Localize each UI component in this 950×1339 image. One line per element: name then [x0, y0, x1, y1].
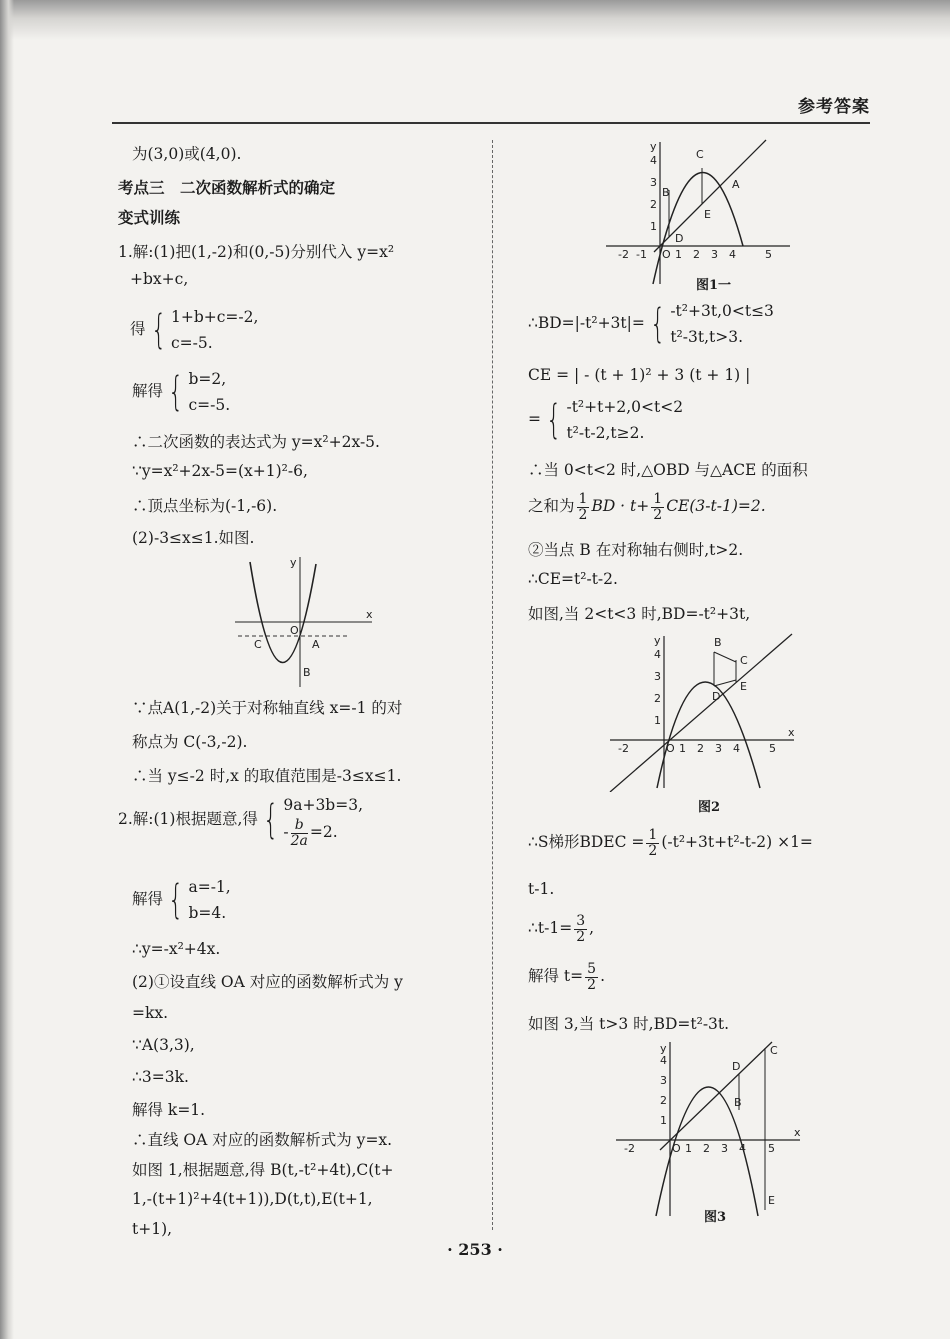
- origin-label: O: [290, 624, 299, 637]
- text-line: ∵A(3,3),: [132, 1036, 195, 1054]
- equation: t²-3t,t>3.: [670, 328, 744, 346]
- fraction-denominator: 2: [648, 842, 658, 859]
- text-span: 解得: [132, 382, 164, 400]
- text-line: t-1.: [528, 880, 555, 898]
- equation-system: [528, 394, 683, 446]
- tick-label: 4: [739, 1142, 746, 1155]
- figure-2-caption: 图2: [698, 800, 721, 815]
- fraction-numerator: b: [291, 818, 308, 834]
- tick-label: 4: [650, 154, 657, 167]
- text-line: ∴3=3k.: [132, 1068, 189, 1086]
- point-label-E: E: [768, 1194, 775, 1207]
- tick-label: 1: [675, 248, 682, 261]
- tick-label: 5: [769, 742, 776, 755]
- origin-label: O: [672, 1142, 681, 1155]
- tick-label: 1: [660, 1114, 667, 1127]
- axis-label-x: x: [794, 1126, 801, 1139]
- tick-label: 2: [703, 1142, 710, 1155]
- figure-1: [598, 138, 798, 288]
- text-line: =kx.: [132, 1004, 169, 1022]
- point-label-E: E: [704, 208, 711, 221]
- point-label-C: C: [254, 638, 262, 651]
- fraction: [585, 962, 598, 992]
- text-line: 解得 k=1.: [132, 1101, 206, 1119]
- equation: 1+b+c=-2,: [170, 308, 259, 326]
- point-label-A: A: [312, 638, 320, 651]
- text-line: 称点为 C(-3,-2).: [132, 733, 248, 751]
- tick-label: 2: [697, 742, 704, 755]
- text-line: 如图 3,当 t>3 时,BD=t²-3t.: [528, 1015, 730, 1033]
- point-label-B: B: [662, 186, 670, 199]
- equation: -t²+t+2,0<t<2: [566, 398, 684, 416]
- point-label-C: C: [696, 148, 704, 161]
- tick-label: -2: [624, 1142, 635, 1155]
- text-line: ∴当 0<t<2 时,△OBD 与△ACE 的面积: [528, 461, 808, 479]
- equation-system: [528, 298, 774, 350]
- text-span: (-t²+3t+t²-t-2) ×1=: [661, 833, 813, 852]
- tick-label: 4: [654, 648, 661, 661]
- text-line: [528, 962, 605, 992]
- tick-label: 1: [685, 1142, 692, 1155]
- tick-label: 3: [654, 670, 661, 683]
- text-span: =2.: [309, 823, 338, 842]
- tick-label: 3: [660, 1074, 667, 1087]
- subsection-title: 变式训练: [118, 208, 181, 227]
- axis-label-x: x: [366, 608, 373, 621]
- text-line: 为(3,0)或(4,0).: [132, 145, 242, 163]
- origin-label: O: [662, 248, 671, 261]
- fraction-denominator: 2: [653, 506, 663, 523]
- text-span: ∴S梯形BDEC =: [528, 833, 645, 852]
- origin-label: O: [666, 742, 675, 755]
- left-parabola-figure: [230, 552, 380, 692]
- fraction-numerator: 1: [648, 827, 658, 843]
- equation: a=-1,: [188, 878, 231, 896]
- text-line: +bx+c,: [130, 270, 189, 288]
- tick-label: -2: [618, 742, 629, 755]
- text-line: ∴y=-x²+4x.: [132, 940, 221, 958]
- text-line: ∴顶点坐标为(-1,-6).: [132, 497, 278, 515]
- brace-glyph: {: [649, 301, 666, 347]
- fraction-numerator: 1: [578, 491, 588, 507]
- point-label-E: E: [740, 680, 747, 693]
- tick-label: 2: [650, 198, 657, 211]
- text-line: ∴CE=t²-t-2.: [528, 570, 618, 588]
- text-span: ∴t-1=: [528, 919, 573, 938]
- point-label-D: D: [675, 232, 684, 245]
- point-label-B: B: [734, 1096, 742, 1109]
- text-line: ∴当 y≤-2 时,x 的取值范围是-3≤x≤1.: [132, 767, 402, 785]
- text-line: ∵点A(1,-2)关于对称轴直线 x=-1 的对: [132, 699, 403, 717]
- tick-label: 1: [654, 714, 661, 727]
- fraction-denominator: 2: [576, 928, 586, 945]
- equation: c=-5.: [170, 334, 213, 352]
- tick-label: 2: [693, 248, 700, 261]
- point-label-D: D: [732, 1060, 741, 1073]
- figure-3: [608, 1040, 808, 1220]
- point-label-B: B: [303, 666, 311, 679]
- section-title: 考点三 二次函数解析式的确定: [118, 178, 336, 197]
- brace-glyph: {: [150, 307, 166, 353]
- text-span: -: [283, 823, 289, 842]
- tick-label: 4: [660, 1054, 667, 1067]
- header-rule: [112, 122, 870, 124]
- brace-glyph: {: [262, 797, 279, 844]
- point-label-C: C: [770, 1044, 778, 1057]
- text-span: ∴BD=|-t²+3t|=: [528, 314, 645, 332]
- fraction-numerator: 5: [587, 961, 597, 977]
- point-label-D: D: [712, 690, 721, 703]
- fraction: [291, 818, 308, 848]
- tick-label: -2: [618, 248, 629, 261]
- tick-label: 5: [768, 1142, 775, 1155]
- text-line: [528, 492, 766, 522]
- fraction-denominator: 2a: [290, 832, 308, 849]
- figure-3-caption: 图3: [704, 1210, 727, 1225]
- tick-label: 1: [650, 220, 657, 233]
- tick-label: 3: [715, 742, 722, 755]
- text-line: ∴二次函数的表达式为 y=x²+2x-5.: [132, 433, 380, 451]
- axis-label-y: y: [660, 1042, 667, 1055]
- equation-system: [132, 874, 231, 926]
- text-line: ∴直线 OA 对应的函数解析式为 y=x.: [132, 1131, 393, 1149]
- scan-shadow-top: [0, 0, 950, 40]
- scan-shadow-left: [0, 0, 14, 1339]
- line-OA: [610, 634, 792, 792]
- tick-label: 3: [721, 1142, 728, 1155]
- fraction-numerator: 1: [653, 491, 663, 507]
- brace-glyph: {: [168, 369, 184, 415]
- point-label-C: C: [740, 654, 748, 667]
- text-line: t+1),: [132, 1220, 173, 1238]
- text-line: 如图 1,根据题意,得 B(t,-t²+4t),C(t+: [132, 1161, 394, 1179]
- fraction: [574, 914, 587, 944]
- figure-1-caption: 图1一: [696, 278, 732, 293]
- fraction: [577, 492, 590, 522]
- text-span: .: [600, 967, 606, 986]
- segment-BC: [714, 652, 736, 662]
- text-line: 1.解:(1)把(1,-2)和(0,-5)分别代入 y=x²: [118, 243, 395, 261]
- tick-label: -1: [636, 248, 647, 261]
- text-line: (2)①设直线 OA 对应的函数解析式为 y: [132, 973, 403, 991]
- fraction-numerator: 3: [576, 913, 586, 929]
- tick-label: 4: [733, 742, 740, 755]
- equation: -t²+3t,0<t≤3: [670, 302, 774, 320]
- parabola-curve: [657, 682, 760, 788]
- text-span: =: [528, 410, 541, 428]
- tick-label: 2: [654, 692, 661, 705]
- text-span: 解得 t=: [528, 967, 584, 986]
- point-label-B: B: [714, 636, 722, 649]
- fraction: [651, 492, 664, 522]
- fraction-denominator: 2: [578, 506, 588, 523]
- axis-label-x: x: [788, 726, 795, 739]
- text-span: 之和为: [528, 497, 575, 516]
- tick-label: 3: [650, 176, 657, 189]
- tick-label: 5: [765, 248, 772, 261]
- fraction-denominator: 2: [587, 976, 597, 993]
- point-label-A: A: [732, 178, 740, 191]
- column-divider: [492, 140, 493, 1230]
- text-line: CE = | - (t + 1)² + 3 (t + 1) |: [528, 366, 751, 384]
- equation: c=-5.: [188, 396, 231, 414]
- equation: 9a+3b=3,: [283, 796, 364, 814]
- text-line: 1,-(t+1)²+4(t+1)),D(t,t),E(t+1,: [132, 1190, 373, 1208]
- equation: [283, 818, 363, 848]
- text-span: BD · t+: [591, 497, 650, 516]
- text-line: [528, 914, 594, 944]
- brace-glyph: {: [546, 397, 562, 443]
- figure-2: [602, 632, 802, 792]
- text-line: [528, 828, 813, 858]
- tick-label: 4: [729, 248, 736, 261]
- brace-glyph: {: [168, 877, 184, 923]
- text-span: ,: [589, 919, 595, 938]
- equation-system: [118, 792, 363, 848]
- text-line: ②当点 B 在对称轴右侧时,t>2.: [528, 541, 744, 559]
- text-line: 如图,当 2<t<3 时,BD=-t²+3t,: [528, 605, 751, 623]
- text-line: (2)-3≤x≤1.如图.: [132, 529, 255, 547]
- text-span: 解得: [132, 890, 164, 908]
- axis-label-y: y: [654, 634, 661, 647]
- tick-label: 1: [679, 742, 686, 755]
- axis-label-y: y: [290, 556, 297, 569]
- tick-label: 2: [660, 1094, 667, 1107]
- line-OA: [660, 1042, 772, 1150]
- equation: t²-t-2,t≥2.: [566, 424, 645, 442]
- text-line: ∵y=x²+2x-5=(x+1)²-6,: [132, 462, 308, 480]
- text-span: 2.解:(1)根据题意,得: [118, 810, 258, 829]
- text-span: CE(3-t-1)=2.: [666, 497, 766, 516]
- axis-label-y: y: [650, 140, 657, 153]
- text-span: 得: [130, 320, 146, 338]
- line-OA: [654, 140, 766, 252]
- page-number: · 253 ·: [447, 1240, 503, 1259]
- equation: b=4.: [188, 904, 227, 922]
- equation-system: [130, 304, 258, 356]
- fraction: [646, 828, 659, 858]
- equation: b=2,: [188, 370, 227, 388]
- header-title: 参考答案: [798, 97, 870, 117]
- tick-label: 3: [711, 248, 718, 261]
- equation-system: [132, 366, 230, 418]
